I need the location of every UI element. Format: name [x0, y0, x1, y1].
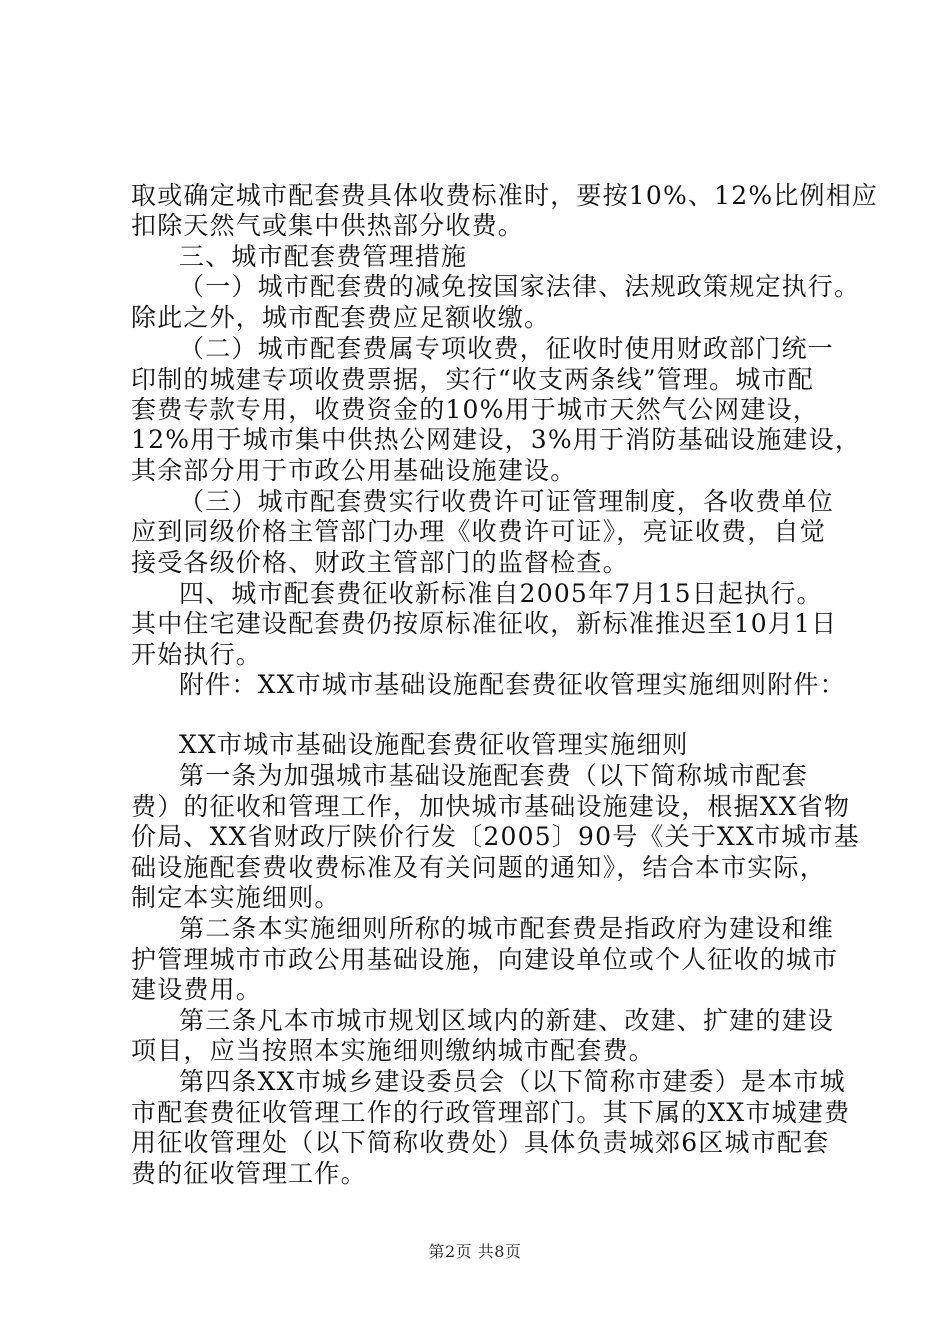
attachment-line: 附件：XX市城市基础设施配套费征收管理实施细则附件： [179, 670, 846, 699]
article-4-line-1: 第四条XX市城乡建设委员会（以下简称市建委）是本市城 [179, 1067, 846, 1096]
text-line-11: （三）城市配套费实行收费许可证管理制度，各收费单位 [179, 487, 835, 516]
page-number: 第2页 共8页 [428, 1242, 522, 1261]
attachment-title: XX市城市基础设施配套费征收管理实施细则 [179, 730, 689, 759]
article-1-line-4: 础设施配套费收费标准及有关问题的通知》，结合本市实际， [131, 853, 826, 882]
article-2-line-1: 第二条本实施细则所称的城市配套费是指政府为建设和维 [179, 914, 835, 943]
text-line-1: 取或确定城市配套费具体收费标准时，要按10%、12%比例相应 [131, 181, 879, 210]
text-line-8: 套费专款专用，收费资金的10%用于城市天然气公网建设， [131, 395, 819, 424]
article-2-line-2: 护管理城市市政公用基础设施，向建设单位或个人征收的城市 [131, 945, 839, 974]
text-line-12: 应到同级价格主管部门办理《收费许可证》，亮证收费，自觉 [131, 517, 826, 546]
text-line-14: 四、城市配套费征收新标准自2005年7月15日起执行。 [179, 579, 823, 608]
article-4-line-4: 费的征收管理工作。 [131, 1159, 367, 1188]
text-line-7: 印制的城建专项收费票据，实行“收支两条线”管理。城市配 [131, 365, 814, 394]
text-line-10: 其余部分用于市政公用基础设施建设。 [131, 456, 577, 485]
text-line-15: 其中住宅建设配套费仍按原标准征收，新标准推迟至10月1日 [131, 609, 838, 638]
text-line-2: 扣除天然气或集中供热部分收费。 [131, 211, 525, 240]
article-1-line-1: 第一条为加强城市基础设施配套费（以下简称城市配套 [179, 761, 808, 790]
text-line-13: 接受各级价格、财政主管部门的监督检查。 [131, 548, 629, 577]
article-4-line-2: 市配套费征收管理工作的行政管理部门。其下属的XX市城建费 [131, 1098, 851, 1127]
article-4-line-3: 用征收管理处（以下简称收费处）具体负责城郊6区城市配套 [131, 1128, 830, 1157]
text-line-6: （二）城市配套费属专项收费，征收时使用财政部门统一 [179, 334, 835, 363]
article-3-line-1: 第三条凡本市城市规划区域内的新建、改建、扩建的建设 [179, 1006, 835, 1035]
text-line-4: （一）城市配套费的减免按国家法律、法规政策规定执行。 [179, 272, 861, 301]
article-1-line-2: 费）的征收和管理工作，加快城市基础设施建设，根据XX省物 [131, 792, 851, 821]
article-1-line-3: 价局、XX省财政厅陕价行发〔2005〕90号《关于XX市城市基 [131, 822, 860, 851]
text-line-5: 除此之外，城市配套费应足额收缴。 [131, 303, 551, 332]
article-2-line-3: 建设费用。 [131, 975, 263, 1004]
text-line-16: 开始执行。 [131, 640, 263, 669]
text-line-9: 12%用于城市集中供热公网建设，3%用于消防基础设施建设， [131, 425, 862, 454]
article-3-line-2: 项目，应当按照本实施细则缴纳城市配套费。 [131, 1036, 656, 1065]
section-heading-3: 三、城市配套费管理措施 [179, 242, 468, 271]
article-1-line-5: 制定本实施细则。 [131, 883, 341, 912]
